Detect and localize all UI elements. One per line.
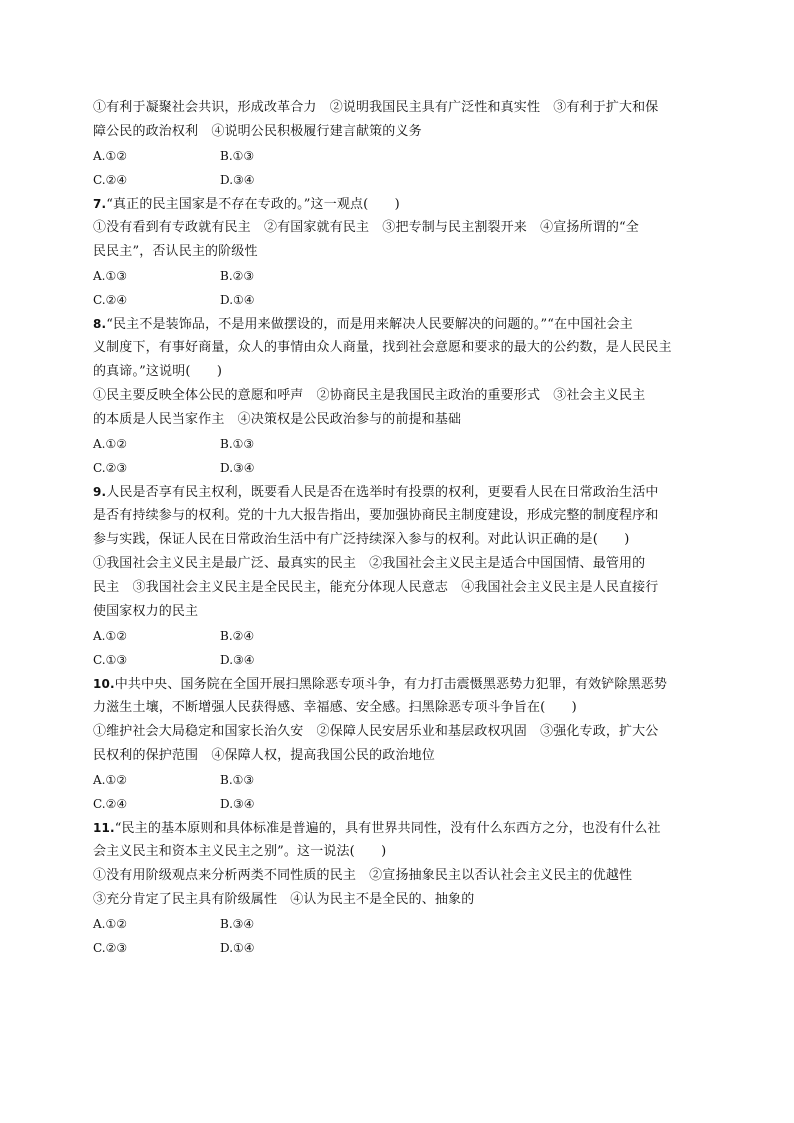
q9-option-a[interactable]: A.①② <box>93 629 127 643</box>
q11-stem-line-2: 会主义民主和资本主义民主之别”。这一说法( ) <box>93 844 387 859</box>
question-7 <box>93 192 693 312</box>
q9-stem-line-2: 是否有持续参与的权利。党的十九大报告指出，要加强协商民主制度建设，形成完整的制度程序和 <box>93 508 659 523</box>
q9-number: 9. <box>93 485 107 499</box>
q8-option-a[interactable]: A.①② <box>93 437 127 451</box>
q11-option-d[interactable]: D.①④ <box>220 941 255 955</box>
question-8 <box>93 312 693 480</box>
q7-stem-text: “真正的民主国家是不存在专政的。”这一观点( ) <box>106 197 400 212</box>
question-10 <box>93 672 693 816</box>
q6-options-row-1 <box>93 144 693 168</box>
q7-option-a[interactable]: A.①③ <box>93 269 127 283</box>
q7-option-c[interactable]: C.②④ <box>93 293 128 307</box>
q8-stem-line-1 <box>93 312 693 336</box>
q11-statements-line-1: ①没有用阶级观点来分析两类不同性质的民主 ②宣扬抽象民主以否认社会主义民主的优越性 <box>93 868 633 883</box>
q7-option-b[interactable]: B.②③ <box>220 269 255 283</box>
q9-options-row-2 <box>93 648 693 672</box>
q7-number: 7. <box>93 197 107 211</box>
q10-stem-text-1: 中共中央、国务院在全国开展扫黑除恶专项斗争，有力打击震慑黑恶势力犯罪，有效铲除黑恶势 <box>114 677 668 692</box>
q8-options-row-1 <box>93 432 693 456</box>
q9-stem-line-1 <box>93 480 693 504</box>
question-9 <box>93 480 693 672</box>
q10-option-a[interactable]: A.①② <box>93 773 127 787</box>
q10-statements-line-1: ①维护社会大局稳定和国家长治久安 ②保障人民安居乐业和基层政权巩固 ③强化专政，扩大公 <box>93 724 659 739</box>
q10-option-b[interactable]: B.①③ <box>220 773 255 787</box>
q7-options-row-2 <box>93 288 693 312</box>
question-11 <box>93 816 693 960</box>
q11-options-row-2 <box>93 936 693 960</box>
q6-option-c[interactable]: C.②④ <box>93 173 128 187</box>
q7-statements-line-1: ①没有看到有专政就有民主 ②有国家就有民主 ③把专制与民主割裂开来 ④宣扬所谓的“全 <box>93 220 639 235</box>
question-page <box>93 96 693 960</box>
q10-option-d[interactable]: D.③④ <box>220 797 255 811</box>
q9-options-row-1 <box>93 624 693 648</box>
q6-options-row-2 <box>93 168 693 192</box>
q10-options-row-1 <box>93 768 693 792</box>
q6-option-d[interactable]: D.③④ <box>220 173 255 187</box>
q8-number: 8. <box>93 317 107 331</box>
q11-option-a[interactable]: A.①② <box>93 917 127 931</box>
q10-stem-line-1 <box>93 672 693 696</box>
q11-statements-line-2: ③充分肯定了民主具有阶级属性 ④认为民主不是全民的、抽象的 <box>93 892 475 907</box>
q7-options-row-1 <box>93 264 693 288</box>
q10-stem-line-2: 力滋生土壤，不断增强人民获得感、幸福感、安全感。扫黑除恶专项斗争旨在( ) <box>93 700 577 715</box>
q10-number: 10. <box>93 677 115 691</box>
q10-option-c[interactable]: C.②④ <box>93 797 128 811</box>
q8-stem-line-2: 义制度下，有事好商量，众人的事情由众人商量，找到社会意愿和要求的最大的公约数，是人民民主 <box>93 340 672 355</box>
q7-statements-line-2: 民民主”，否认民主的阶级性 <box>93 244 258 259</box>
q8-stem-line-3: 的真谛。”这说明( ) <box>93 364 223 379</box>
q9-option-c[interactable]: C.①③ <box>93 653 128 667</box>
q9-option-d[interactable]: D.③④ <box>220 653 255 667</box>
q6-statements-line-2: 障公民的政治权利 ④说明公民积极履行建言献策的义务 <box>93 124 422 139</box>
q11-option-c[interactable]: C.②③ <box>93 941 128 955</box>
q8-statements-line-2: 的本质是人民当家作主 ④决策权是公民政治参与的前提和基础 <box>93 412 462 427</box>
q8-stem-text-1: “民主不是装饰品，不是用来做摆设的，而是用来解决人民要解决的问题的。”“在中国社会主 <box>106 317 633 332</box>
q7-option-d[interactable]: D.①④ <box>220 293 255 307</box>
q9-statements-line-3: 使国家权力的民主 <box>93 604 199 619</box>
q6-option-a[interactable]: A.①② <box>93 149 127 163</box>
q8-statements-line-1: ①民主要反映全体公民的意愿和呼声 ②协商民主是我国民主政治的重要形式 ③社会主义民主 <box>93 388 646 403</box>
q10-options-row-2 <box>93 792 693 816</box>
q8-option-b[interactable]: B.①③ <box>220 437 255 451</box>
q11-option-b[interactable]: B.③④ <box>220 917 255 931</box>
q9-option-b[interactable]: B.②④ <box>220 629 255 643</box>
q9-statements-line-2: 民主 ③我国社会主义民主是全民民主，能充分体现人民意志 ④我国社会主义民主是人民直接行 <box>93 580 659 595</box>
q7-stem <box>93 192 693 216</box>
q10-statements-line-2: 民权利的保护范围 ④保障人权，提高我国公民的政治地位 <box>93 748 435 763</box>
q6-option-b[interactable]: B.①③ <box>220 149 255 163</box>
q11-options-row-1 <box>93 912 693 936</box>
q9-stem-line-3: 参与实践，保证人民在日常政治生活中有广泛持续深入参与的权利。对此认识正确的是( ) <box>93 532 630 547</box>
q11-number: 11. <box>93 821 115 835</box>
question-6 <box>93 96 693 192</box>
q6-statements-line-1: ①有利于凝聚社会共识，形成改革合力 ②说明我国民主具有广泛性和真实性 ③有利于扩大和保 <box>93 100 659 115</box>
q11-stem-line-1 <box>93 816 693 840</box>
q8-option-c[interactable]: C.②③ <box>93 461 128 475</box>
q9-stem-text-1: 人民是否享有民主权利，既要看人民是否在选举时有投票的权利，更要看人民在日常政治生活中 <box>106 485 659 500</box>
q11-stem-text-1: “民主的基本原则和具体标准是普遍的，具有世界共同性，没有什么东西方之分，也没有什么社 <box>114 821 661 836</box>
q9-statements-line-1: ①我国社会主义民主是最广泛、最真实的民主 ②我国社会主义民主是适合中国国情、最管用的 <box>93 556 646 571</box>
q8-options-row-2 <box>93 456 693 480</box>
q8-option-d[interactable]: D.③④ <box>220 461 255 475</box>
